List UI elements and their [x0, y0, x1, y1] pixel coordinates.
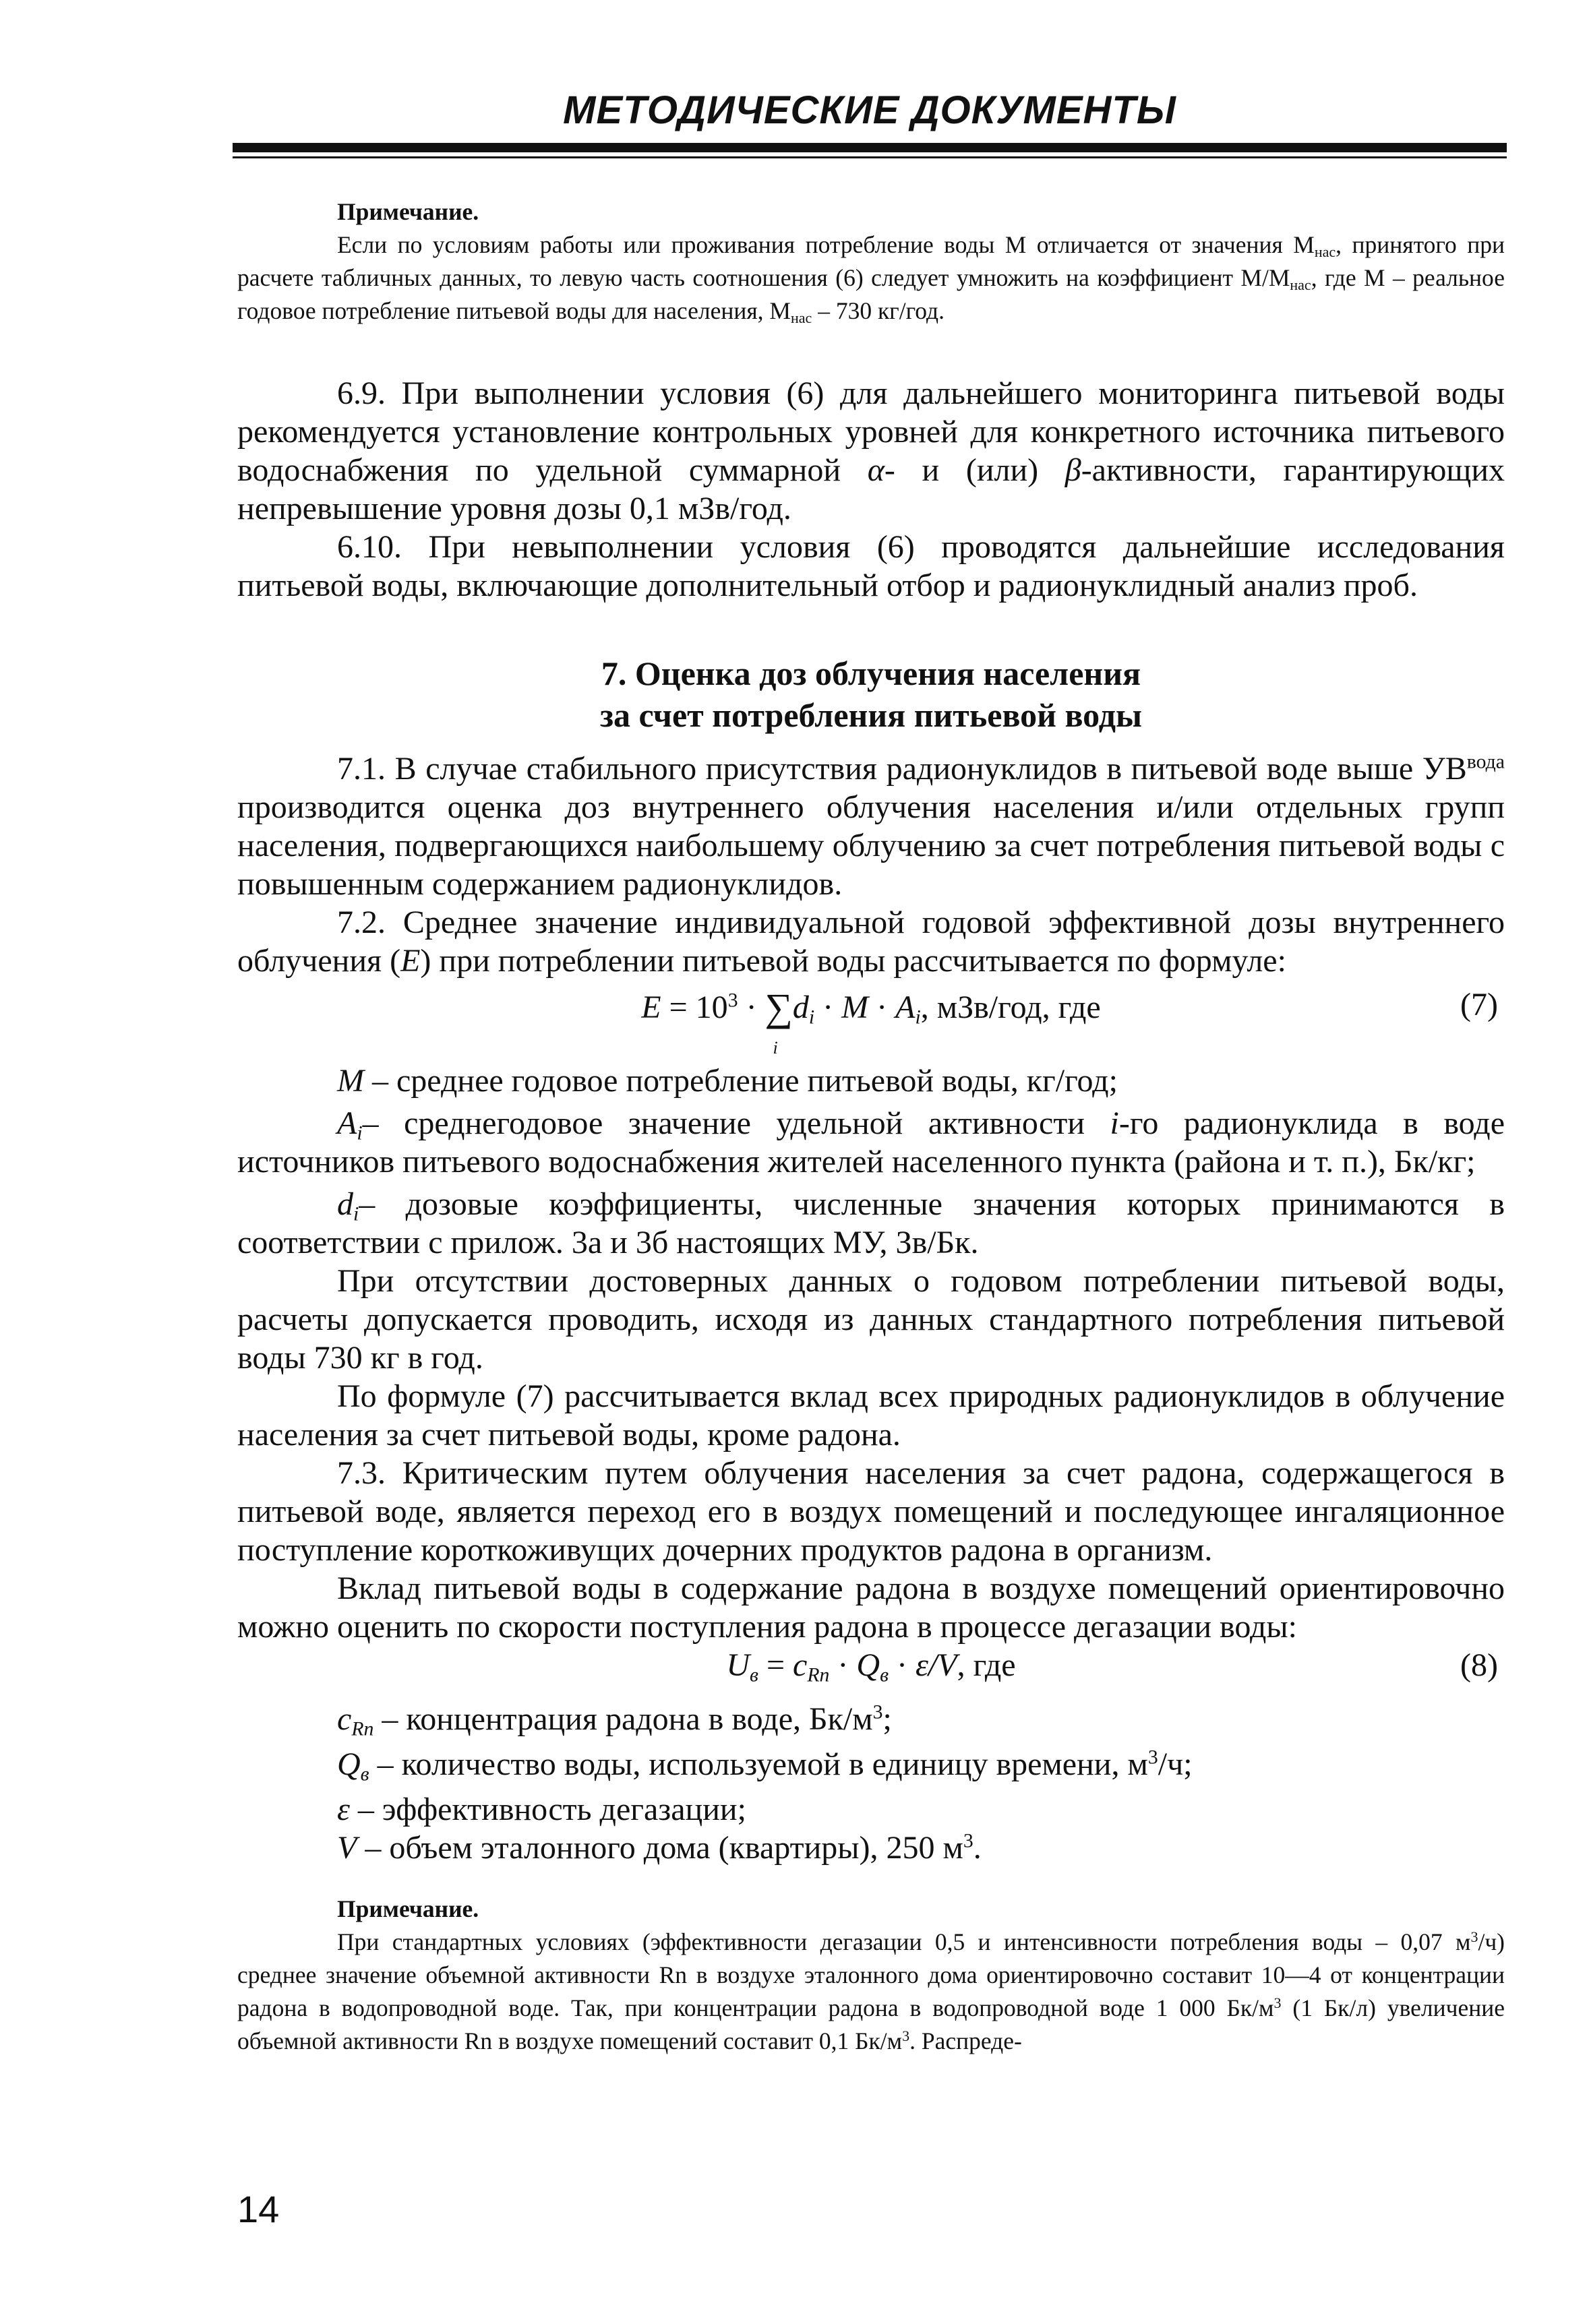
formula-8-expression: $U_в = c_{Rn} \cdot Q_в \cdot \varepsilon/V$, где: [726, 1647, 1016, 1686]
header-rule-thick: [233, 143, 1507, 152]
def-A: $A_i-$ среднегодовое значение удельной активности i-го радионуклида в воде источников питьевого водоснабжения жителей населенного пункта (района и т. п.), Бк/кг;: [237, 1105, 1505, 1180]
note-1-title: Примечание.: [337, 198, 479, 225]
paragraph-radon-contribution: Вклад питьевой воды в содержание радона в воздухе помещений ориентировочно можно оценить по скорости поступления радона в процессе дегазации воды:: [237, 1570, 1505, 1645]
note-1: [237, 195, 1505, 328]
paragraph-6-9: 6.9. При выполнении условия (6) для дальнейшего мониторинга питьевой воды рекомендуется установление контрольных уровней для конкретного источника питьевого водоснабжения по удельной суммарной α- и (или) β-активности, гарантирующих непревышение уровня дозы 0,1 мЗв/год.: [237, 375, 1505, 526]
def-Q: $Q_в$ – количество воды, используемой в единицу времени, $м^3/ч$;: [337, 1746, 1193, 1785]
formula-7-number: (7): [1460, 987, 1498, 1022]
formula-7-expression: $E = 10^3$ · ∑ i $d_i \cdot M \cdot A_i$, мЗв/год, где: [237, 985, 1505, 1027]
formula-7-definitions: [237, 1062, 1505, 1867]
formula-7: [237, 980, 1505, 1058]
header-rule-thin: [233, 156, 1507, 158]
formula-8: [237, 1646, 1505, 1700]
section-7-heading-line-2: за счет потребления питьевой воды: [599, 696, 1143, 734]
running-header: МЕТОДИЧЕСКИЕ ДОКУМЕНТЫ: [563, 88, 1176, 132]
def-V: V – объем эталонного дома (квартиры), 250 $м^3$.: [337, 1829, 982, 1866]
paragraph-formula-7-scope: По формуле (7) рассчитывается вклад всех природных радионуклидов в облучение населения за счет питьевой воды, кроме радона.: [237, 1378, 1505, 1452]
sum-index: i: [773, 1038, 778, 1058]
note-2-title: Примечание.: [337, 1895, 479, 1922]
paragraph-7-2: 7.2. Среднее значение индивидуальной годовой эффективной дозы внутреннего облучения (E) при потреблении питьевой воды рассчитывается по формуле:: [237, 905, 1505, 979]
sum-symbol: ∑: [764, 985, 793, 1029]
page-number: 14: [237, 2188, 280, 2230]
paragraphs-6: [237, 374, 1505, 605]
paragraph-absent-data: При отсутствии достоверных данных о годовом потреблении питьевой воды, расчеты допускается проводить, исходя из данных стандартного потребления питьевой воды 730 кг в год.: [237, 1263, 1505, 1376]
formula-8-number: (8): [1460, 1647, 1498, 1683]
section-7-heading: [237, 652, 1505, 736]
def-d: $d_i-$ дозовые коэффициенты, численные значения которых принимаются в соответствии с прилож. 3а и 3б настоящих МУ, Зв/Бк.: [237, 1186, 1505, 1260]
def-epsilon: ε – эффективность дегазации;: [337, 1792, 746, 1827]
def-c: $c_{Rn}$ – концентрация радона в воде, $Бк/м^3$;: [337, 1701, 892, 1740]
section-7-heading-line-1: 7. Оценка доз облучения населения: [601, 654, 1141, 692]
paragraph-6-10: 6.10. При невыполнении условия (6) проводятся дальнейшие исследования питьевой воды, включающие дополнительный отбор и радионуклидный анализ проб.: [237, 529, 1505, 603]
note-1-text: Если по условиям работы или проживания потребление воды М отличается от значения $М_{нас}$, принятого при расчете табличных данных, то левую часть соотношения (6) следует умножить на коэффициент $М/М_{нас}$, где М – реальное годовое потребление питьевой воды для населения, $М_{нас} - 730$ кг/год.: [237, 231, 1505, 327]
paragraph-7-3: 7.3. Критическим путем облучения населения за счет радона, содержащегося в питьевой воде, является переход его в воздух помещений и последующее ингаляционное поступление короткоживущих дочерних продуктов радона в организм.: [237, 1455, 1505, 1568]
paragraphs-7-1-7-2: [237, 750, 1505, 1058]
def-M: M – среднее годовое потребление питьевой воды, кг/год;: [337, 1063, 1118, 1099]
note-2: [237, 1893, 1505, 2058]
note-2-text: При стандартных условиях (эффективности дегазации 0,5 и интенсивности потребления воды – 0,07 $м^3/ч$) среднее значение объемной активности Rn в воздухе эталонного дома ориентировочно составит 10—4 от концентрации радона в водопроводной воде. Так, при концентрации радона в водопроводной воде 1 000 $Бк/м^3$ (1 Бк/л) увеличение объемной активности Rn в воздухе помещений составит 0,1 $Бк/м^3$. Распреде-: [237, 1928, 1505, 2054]
paragraph-7-1: 7.1. В случае стабильного присутствия радионуклидов в питьевой воде выше $УВ^{вода}$ производится оценка доз внутреннего облучения населения и/или отдельных групп населения, подвергающихся наибольшему облучению за счет потребления питьевой воды с повышенным содержанием радионуклидов.: [237, 750, 1505, 902]
